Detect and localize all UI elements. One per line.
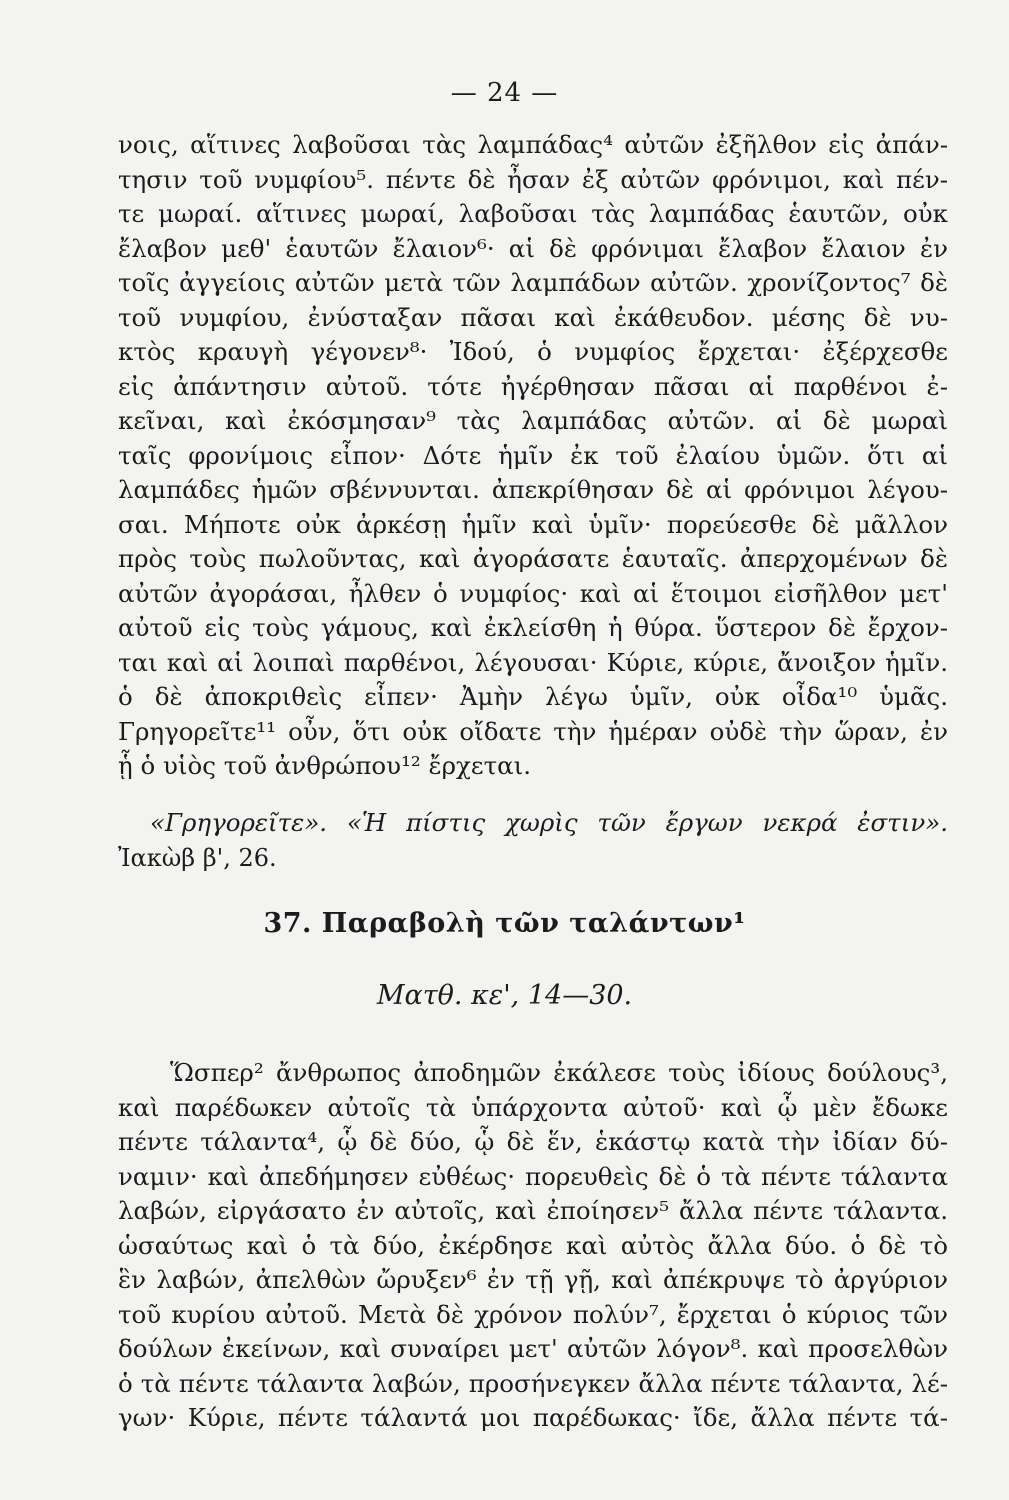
page-number: — 24 — — [450, 78, 559, 108]
text-line: ὡσαύτως καὶ ὁ τὰ δύο, ἐκέρδησε καὶ αὐτὸς ἄλλα δύο. ὁ δὲ τὸ — [118, 1230, 948, 1260]
text-line: ὁ δὲ ἀποκριθεὶς εἶπεν· Ἀμὴν λέγω ὑμῖν, οὐκ οἶδα¹⁰ ὑμᾶς. — [118, 682, 948, 711]
text-line: ἔλαβον μεθ' ἑαυτῶν ἔλαιον⁶· αἱ δὲ φρόνιμαι ἔλαβον ἔλαιον ἐν — [118, 233, 948, 263]
text-line: ὁ τὰ πέντε τάλαντα λαβών, προσήνεγκεν ἄλλα πέντε τάλαντα, λέ- — [118, 1368, 948, 1398]
text-line: καὶ παρέδωκεν αὐτοῖς τὰ ὑπάρχοντα αὐτοῦ· καὶ ᾧ μὲν ἔδωκε — [118, 1092, 948, 1122]
text-line: αὐτοῦ εἰς τοὺς γάμους, καὶ ἐκλείσθη ἡ θύρα. ὕστερον δὲ ἔρχον- — [118, 613, 948, 642]
text-line: πρὸς τοὺς πωλοῦντας, καὶ ἀγοράσατε ἑαυταῖς. ἀπερχομένων δὲ — [118, 544, 948, 573]
text-line: νοις, αἵτινες λαβοῦσαι τὰς λαμπάδας⁴ αὐτῶν ἐξῆλθον εἰς ἀπάν- — [118, 130, 948, 159]
quote-block — [118, 806, 948, 875]
text-line: τοῖς ἀγγείοις αὐτῶν μετὰ τῶν λαμπάδων αὐτῶν. χρονίζοντος⁷ δὲ — [118, 268, 948, 297]
section-title: 37. Παραβολὴ τῶν ταλάντων¹ — [263, 908, 746, 939]
text-line: αὐτῶν ἀγοράσαι, ἦλθεν ὁ νυμφίος· καὶ αἱ ἕτοιμοι εἰσῆλθον μετ' — [118, 578, 948, 608]
text-line: τοῦ νυμφίου, ἐνύσταξαν πᾶσαι καὶ ἐκάθευδον. μέσης δὲ νυ- — [118, 302, 948, 332]
text-line: κτὸς κραυγὴ γέγονεν⁸· Ἰδού, ὁ νυμφίος ἔρχεται· ἐξέρχεσθε — [118, 337, 948, 366]
text-line: τοῦ κυρίου αὐτοῦ. Μετὰ δὲ χρόνον πολύν⁷, ἔρχεται ὁ κύριος τῶν — [118, 1299, 948, 1329]
text-line: ἓν λαβών, ἀπελθὼν ὤρυξεν⁶ ἐν τῇ γῇ, καὶ ἀπέκρυψε τὸ ἀργύριον — [118, 1265, 948, 1294]
text-line: Ὥσπερ² ἄνθρωπος ἀποδημῶν ἐκάλεσε τοὺς ἰδίους δούλους³, — [170, 1058, 948, 1087]
text-line: δούλων ἐκείνων, καὶ συναίρει μετ' αὐτῶν λόγον⁸. καὶ προσελθὼν — [118, 1334, 948, 1363]
passage-talents — [118, 1056, 948, 1436]
text-line: τησιν τοῦ νυμφίου⁵. πέντε δὲ ἦσαν ἐξ αὐτῶν φρόνιμοι, καὶ πέν- — [118, 164, 948, 194]
text-line: λαμπάδες ἡμῶν σβέννυνται. ἀπεκρίθησαν δὲ αἱ φρόνιμοι λέγου- — [118, 475, 948, 504]
quote-source: Ἰακὼβ β', 26. — [118, 843, 277, 872]
text-line: ται καὶ αἱ λοιπαὶ παρθένοι, λέγουσαι· Κύριε, κύριε, ἄνοιξον ἡμῖν. — [118, 647, 948, 677]
text-line: γων· Κύριε, πέντε τάλαντά μοι παρέδωκας· ἴδε, ἄλλα πέντε τά- — [118, 1403, 948, 1432]
text-line: ναμιν· καὶ ἀπεδήμησεν εὐθέως· πορευθεὶς δὲ ὁ τὰ πέντε τάλαντα — [118, 1161, 948, 1191]
section-reference: Ματθ. κε', 14—30. — [376, 980, 633, 1011]
passage-ten-virgins — [118, 128, 948, 784]
text-line: σαι. Μήποτε οὐκ ἀρκέσῃ ἡμῖν καὶ ὑμῖν· πορεύεσθε δὲ μᾶλλον — [118, 509, 948, 539]
text-line: λαβών, εἰργάσατο ἐν αὐτοῖς, καὶ ἐποίησεν⁵ ἄλλα πέντε τάλαντα. — [118, 1196, 948, 1225]
text-line: τε μωραί. αἵτινες μωραί, λαβοῦσαι τὰς λαμπάδας ἑαυτῶν, οὐκ — [118, 199, 948, 228]
text-line: Γρηγορεῖτε¹¹ οὖν, ὅτι οὐκ οἴδατε τὴν ἡμέραν οὐδὲ τὴν ὥραν, ἐν — [118, 716, 948, 746]
quote-text: «Γρηγορεῖτε». «Ἡ πίστις χωρὶς τῶν ἔργων νεκρά ἐστιν». — [150, 808, 948, 837]
text-line: ᾗ ὁ υἱὸς τοῦ ἀνθρώπου¹² ἔρχεται. — [118, 751, 532, 780]
text-line: κεῖναι, καὶ ἐκόσμησαν⁹ τὰς λαμπάδας αὐτῶν. αἱ δὲ μωραὶ — [118, 406, 948, 435]
text-line: πέντε τάλαντα⁴, ᾧ δὲ δύο, ᾧ δὲ ἕν, ἑκάστῳ κατὰ τὴν ἰδίαν δύ- — [118, 1127, 948, 1156]
text-line: ταῖς φρονίμοις εἶπον· Δότε ἡμῖν ἐκ τοῦ ἐλαίου ὑμῶν. ὅτι αἱ — [118, 440, 948, 470]
text-line: εἰς ἀπάντησιν αὐτοῦ. τότε ἠγέρθησαν πᾶσαι αἱ παρθένοι ἐ- — [118, 371, 948, 401]
